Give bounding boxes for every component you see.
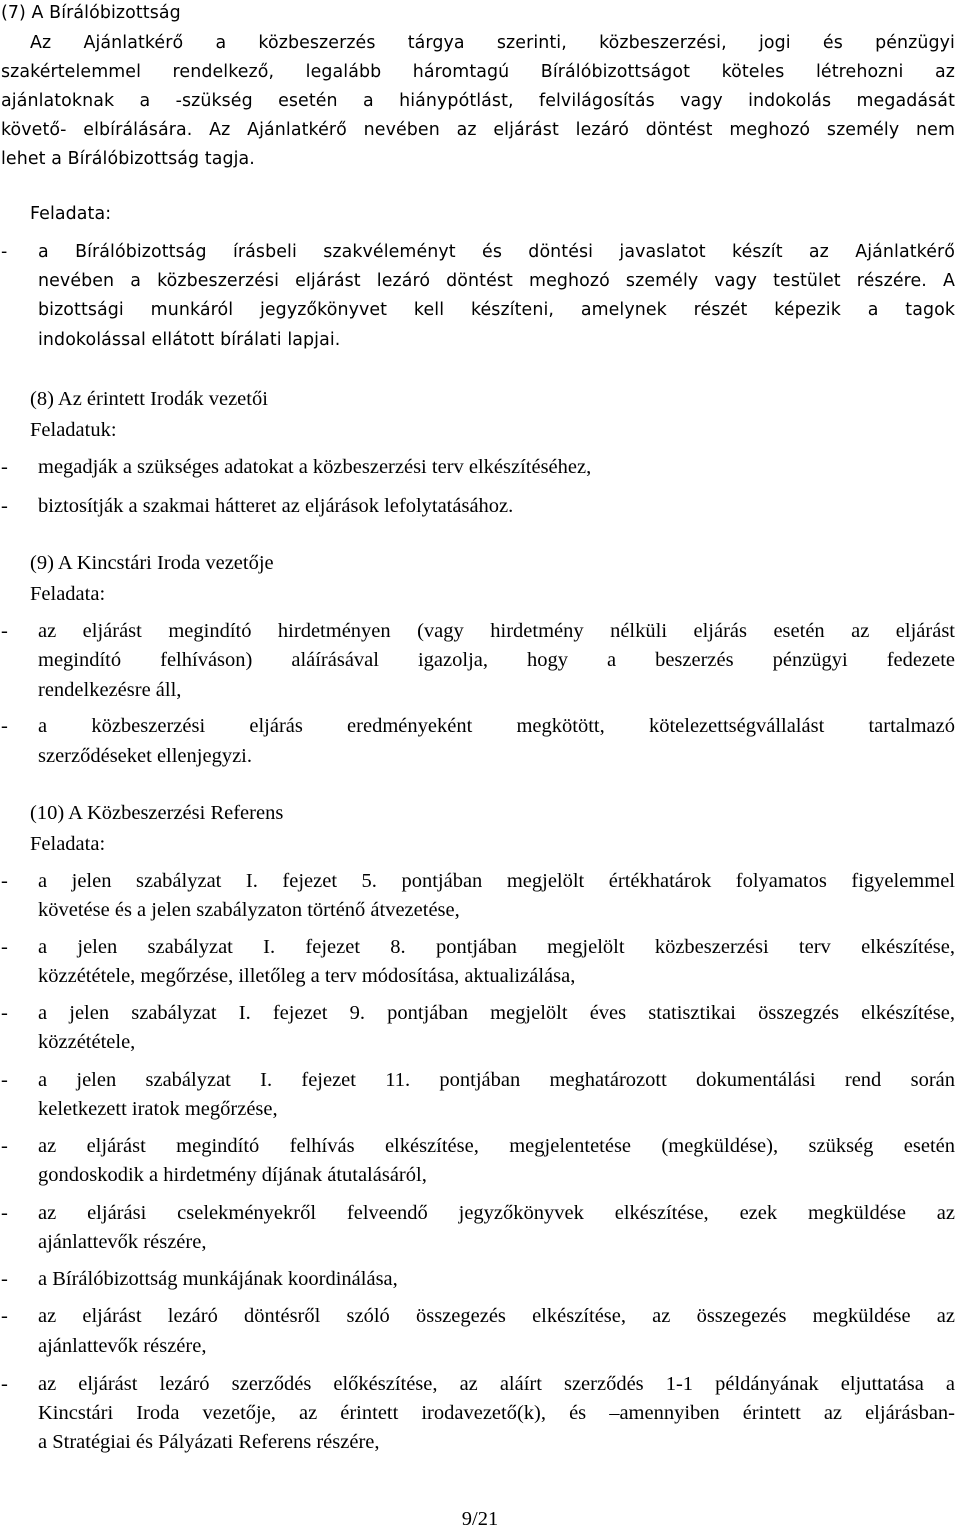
- section-7-para-line-4: követő- elbírálására. Az Ajánlatkérő nevében az eljárást lezáró döntést meghozó személy nem: [1, 120, 955, 140]
- section-9-item-1-line-1: az eljárást megindító hirdetményen (vagy hirdetmény nélküli eljárás esetén az eljárást: [38, 620, 955, 642]
- section-10-item-3-line-2: közzététele,: [38, 1031, 136, 1053]
- section-10-item-9-line-3: a Stratégiai és Pályázati Referens részére,: [38, 1431, 380, 1453]
- list-dash: -: [1, 936, 8, 958]
- list-dash: -: [1, 1268, 8, 1290]
- section-10-task-label: Feladata:: [30, 833, 106, 855]
- list-dash: -: [1, 1135, 8, 1157]
- section-10-heading: (10) A Közbeszerzési Referens: [30, 802, 284, 824]
- section-10-item-5-line-2: gondoskodik a hirdetmény díjának átutalásáról,: [38, 1164, 427, 1186]
- section-7-task-line-1: a Bírálóbizottság írásbeli szakvéleményt és döntési javaslatot készít az Ajánlatkérő: [38, 242, 955, 262]
- list-dash: -: [1, 1305, 8, 1327]
- section-10-item-2-line-2: közzététele, megőrzése, illetőleg a terv módosítása, aktualizálása,: [38, 965, 576, 987]
- section-9-item-1-line-2: megindító felhíváson) aláírásával igazolja, hogy a beszerzés pénzügyi fedezete: [38, 649, 955, 671]
- section-10-item-9-line-1: az eljárást lezáró szerződés előkészítése, az aláírt szerződés 1-1 példányának eljuttatása a: [38, 1373, 955, 1395]
- list-dash: -: [1, 242, 8, 262]
- section-8-item-2: biztosítják a szakmai hátteret az eljárások lefolytatásához.: [38, 495, 514, 517]
- list-dash: -: [1, 456, 8, 478]
- section-10-item-6-line-2: ajánlattevők részére,: [38, 1231, 207, 1253]
- list-dash: -: [1, 1002, 8, 1024]
- section-10-item-2-line-1: a jelen szabályzat I. fejezet 8. pontjában megjelölt közbeszerzési terv elkészítése,: [38, 936, 955, 958]
- list-dash: -: [1, 1202, 8, 1224]
- list-dash: -: [1, 495, 8, 517]
- section-10-item-4-line-1: a jelen szabályzat I. fejezet 11. pontjában meghatározott dokumentálási rend során: [38, 1069, 955, 1091]
- section-10-item-1-line-2: követése és a jelen szabályzaton történő átvezetése,: [38, 899, 460, 921]
- section-7-para-line-5: lehet a Bírálóbizottság tagja.: [1, 149, 255, 169]
- section-7-task-label: Feladata:: [30, 204, 112, 224]
- section-10-item-4-line-2: keletkezett iratok megőrzése,: [38, 1098, 278, 1120]
- list-dash: -: [1, 1373, 8, 1395]
- section-9-item-2-line-2: szerződéseket ellenjegyzi.: [38, 745, 252, 767]
- section-7-para-line-3: ajánlatoknak a -szükség esetén a hiánypótlást, felvilágosítás vagy indokolás megadását: [1, 91, 955, 111]
- section-7-task-line-3: bizottsági munkáról jegyzőkönyvet kell készíteni, amelynek részét képezik a tagok: [38, 300, 955, 320]
- section-10-item-6-line-1: az eljárási cselekményekről felveendő jegyzőkönyvek elkészítése, ezek megküldése az: [38, 1202, 955, 1224]
- section-9-heading: (9) A Kincstári Iroda vezetője: [30, 552, 274, 574]
- section-7-task-line-4: indokolással ellátott bírálati lapjai.: [38, 330, 341, 350]
- section-7-para-line-2: szakértelemmel rendelkező, legalább háromtagú Bírálóbizottságot köteles létrehozni az: [1, 62, 955, 82]
- section-10-item-7: a Bírálóbizottság munkájának koordinálása,: [38, 1268, 398, 1290]
- section-7-para-line-1: Az Ajánlatkérő a közbeszerzés tárgya szerinti, közbeszerzési, jogi és pénzügyi: [30, 33, 955, 53]
- list-dash: -: [1, 1069, 8, 1091]
- list-dash: -: [1, 870, 8, 892]
- section-10-item-3-line-1: a jelen szabályzat I. fejezet 9. pontjában megjelölt éves statisztikai összegzés elkészítése,: [38, 1002, 955, 1024]
- list-dash: -: [1, 620, 8, 642]
- section-10-item-8-line-2: ajánlattevők részére,: [38, 1335, 207, 1357]
- section-9-task-label: Feladata:: [30, 583, 106, 605]
- section-10-item-9-line-2: Kincstári Iroda vezetője, az érintett irodavezető(k), és –amennyiben érintett az eljárásban-: [38, 1402, 955, 1424]
- section-9-item-2-line-1: a közbeszerzési eljárás eredményeként megkötött, kötelezettségvállalást tartalmazó: [38, 715, 955, 737]
- list-dash: -: [1, 715, 8, 737]
- section-7-task-line-2: nevében a közbeszerzési eljárást lezáró döntést meghozó személy vagy testület részére. A: [38, 271, 955, 291]
- section-10-item-8-line-1: az eljárást lezáró döntésről szóló összegezés elkészítése, az összegezés megküldése az: [38, 1305, 955, 1327]
- section-8-task-label: Feladatuk:: [30, 419, 117, 441]
- section-8-heading: (8) Az érintett Irodák vezetői: [30, 388, 268, 410]
- section-8-item-1: megadják a szükséges adatokat a közbeszerzési terv elkészítéséhez,: [38, 456, 592, 478]
- section-9-item-1-line-3: rendelkezésre áll,: [38, 679, 182, 701]
- section-10-item-5-line-1: az eljárást megindító felhívás elkészítése, megjelentetése (megküldése), szükség esetén: [38, 1135, 955, 1157]
- section-7-heading: (7) A Bírálóbizottság: [1, 3, 181, 23]
- page-number: 9/21: [461, 1508, 499, 1530]
- section-10-item-1-line-1: a jelen szabályzat I. fejezet 5. pontjában megjelölt értékhatárok folyamatos figyelemmel: [38, 870, 955, 892]
